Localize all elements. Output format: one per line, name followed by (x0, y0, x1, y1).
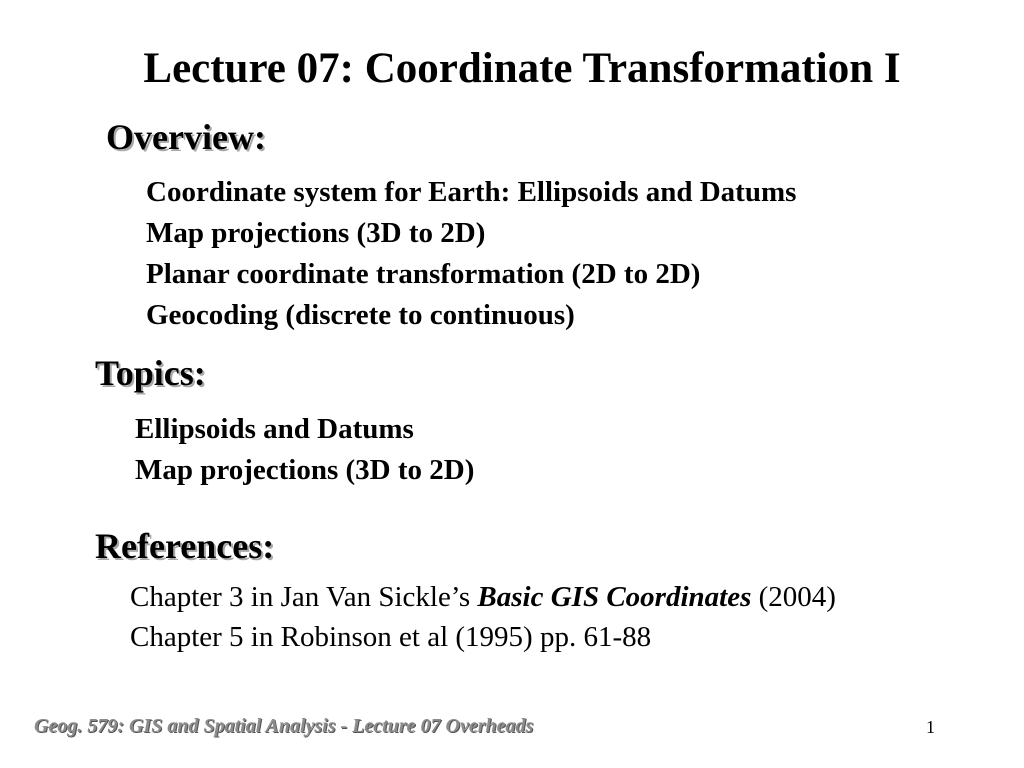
overview-heading: Overview: (106, 117, 266, 157)
reference-prefix: Chapter 5 in Robinson et al (1995) pp. 61-88 (130, 621, 652, 653)
reference-suffix: (2004) (751, 581, 836, 613)
references-heading: References: (95, 526, 275, 566)
slide-title: Lecture 07: Coordinate Transformation I (143, 45, 901, 92)
overview-list (146, 172, 796, 336)
reference-item (130, 617, 836, 657)
slide-footer: Geog. 579: GIS and Spatial Analysis - Lecture 07 Overheads (34, 715, 534, 737)
reference-item (130, 577, 836, 617)
topics-heading: Topics: (95, 353, 206, 393)
reference-prefix: Chapter 3 in Jan Van Sickle’s (130, 581, 478, 613)
reference-book-title: Basic GIS Coordinates (477, 581, 752, 613)
topic-item: Ellipsoids and Datums (135, 413, 414, 445)
overview-item: Geocoding (discrete to continuous) (146, 299, 575, 331)
overview-item: Map projections (3D to 2D) (146, 217, 486, 249)
page-number: 1 (926, 717, 935, 737)
overview-item: Planar coordinate transformation (2D to 2D) (146, 258, 701, 290)
topic-item: Map projections (3D to 2D) (135, 454, 475, 486)
overview-item: Coordinate system for Earth: Ellipsoids and Datums (146, 176, 797, 208)
topics-list (135, 409, 474, 491)
references-list (130, 577, 836, 657)
